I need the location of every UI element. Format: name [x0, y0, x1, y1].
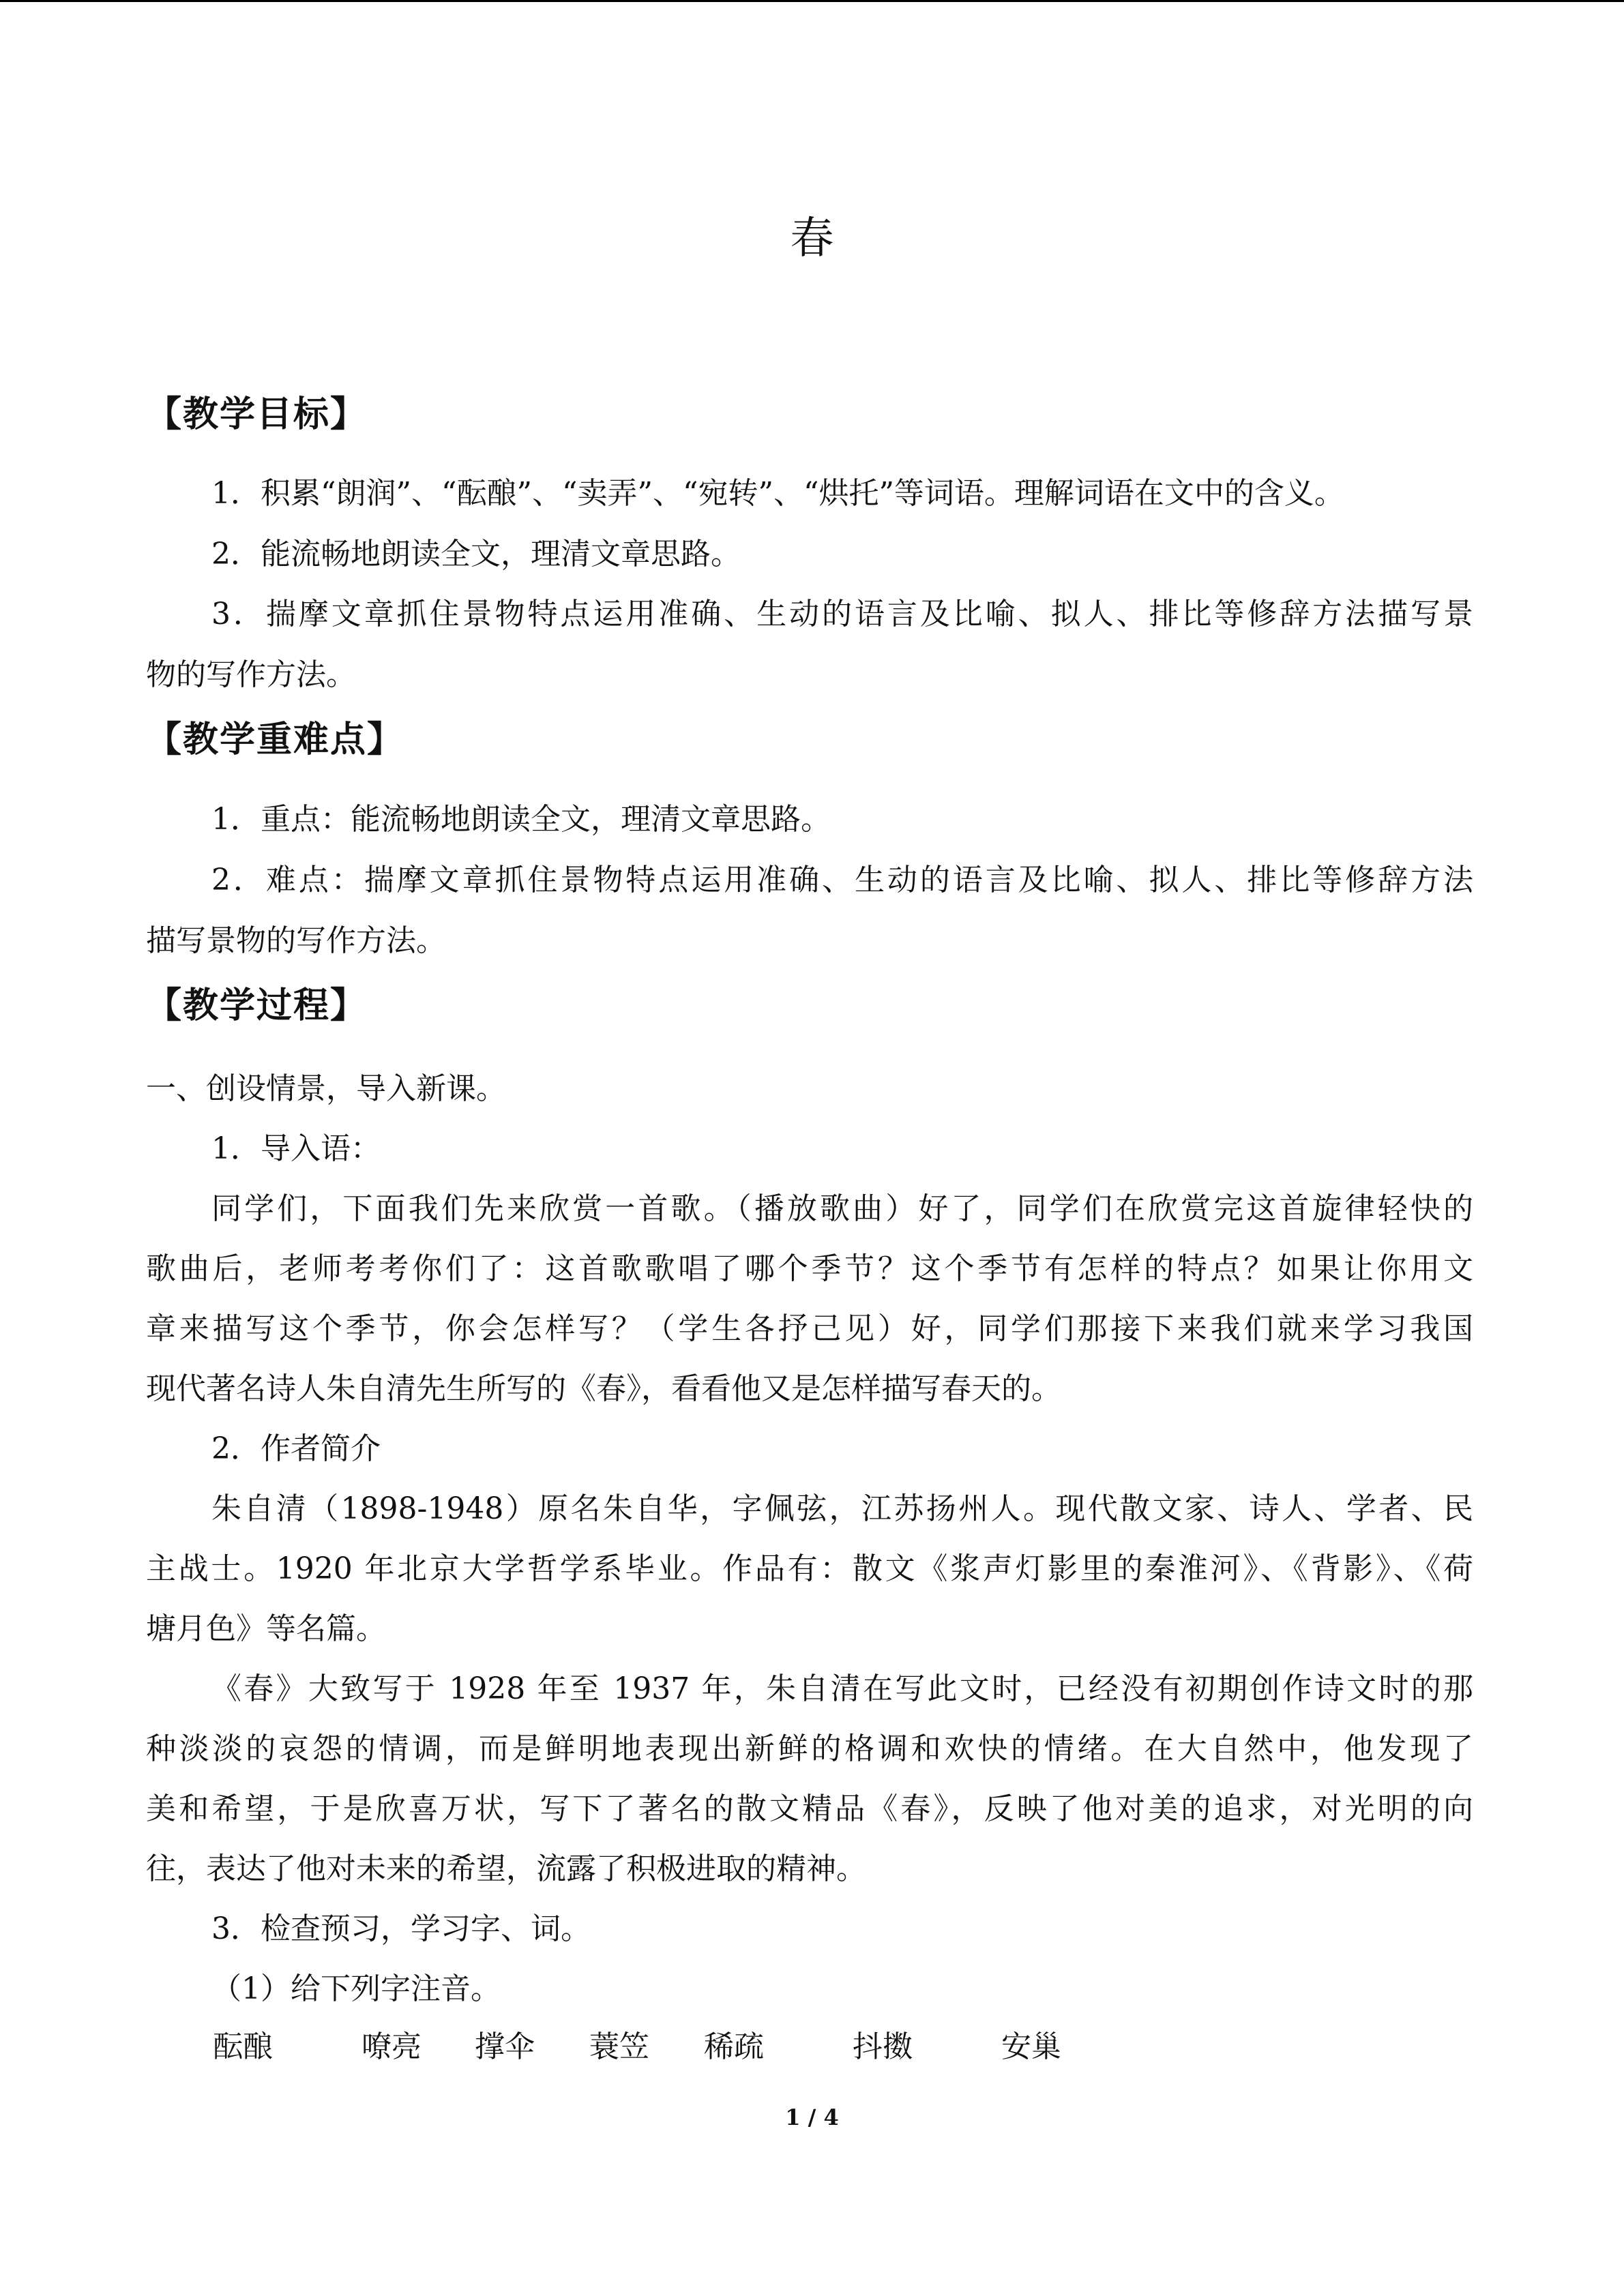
process-sub-author: 2．作者简介	[211, 1431, 381, 1466]
key-point-line-2: 2．难点：揣摩文章抓住景物特点运用准确、生动的语言及比喻、拟人、排比等修辞方法	[211, 863, 1473, 897]
vocab-word: 蓑笠	[589, 2029, 649, 2064]
objective-line-1: 1．积累“朗润”、“酝酿”、“卖弄”、“宛转”、“烘托”等词语。理解词语在文中的含义。	[211, 476, 1344, 511]
objective-line-3-cont: 物的写作方法。	[146, 657, 356, 692]
paragraph-author-line-1: 朱自清（1898-1948）原名朱自华，字佩弦，江苏扬州人。现代散文家、诗人、学者、民	[211, 1491, 1473, 1526]
paragraph-work-line-4: 往，表达了他对未来的希望，流露了积极进取的精神。	[146, 1851, 866, 1886]
document-title: 春	[790, 213, 834, 264]
objective-line-2: 2．能流畅地朗读全文，理清文章思路。	[211, 537, 741, 571]
process-sub-phonetic: （1）给下列字注音。	[211, 1971, 501, 2006]
paragraph-work-line-1: 《春》大致写于 1928 年至 1937 年，朱自清在写此文时，已经没有初期创作诗文时的那	[211, 1671, 1473, 1706]
paragraph-intro-line-3: 章来描写这个季节，你会怎样写？（学生各抒己见）好，同学们那接下来我们就来学习我国	[146, 1311, 1473, 1346]
paragraph-work-line-2: 种淡淡的哀怨的情调，而是鲜明地表现出新鲜的格调和欢快的情绪。在大自然中，他发现了	[146, 1731, 1473, 1766]
paragraph-author-line-3: 塘月色》等名篇。	[146, 1611, 386, 1646]
process-step-1: 一、创设情景，导入新课。	[146, 1071, 506, 1106]
vocab-word: 嘹亮	[361, 2029, 422, 2064]
key-point-line-1: 1．重点：能流畅地朗读全文，理清文章思路。	[211, 802, 831, 837]
vocab-word: 稀疏	[704, 2029, 764, 2064]
objective-line-3: 3．揣摩文章抓住景物特点运用准确、生动的语言及比喻、拟人、排比等修辞方法描写景	[211, 597, 1473, 631]
page-indicator: 1 / 4	[785, 2104, 839, 2130]
paragraph-intro-line-1: 同学们，下面我们先来欣赏一首歌。（播放歌曲）好了，同学们在欣赏完这首旋律轻快的	[211, 1191, 1473, 1226]
vocab-word: 酝酿	[213, 2029, 273, 2064]
paragraph-author-line-2: 主战士。1920 年北京大学哲学系毕业。作品有：散文《浆声灯影里的秦淮河》、《背影》、《荷	[146, 1551, 1473, 1586]
key-point-line-2-cont: 描写景物的写作方法。	[146, 923, 446, 958]
paragraph-intro-line-4: 现代著名诗人朱自清先生所写的《春》，看看他又是怎样描写春天的。	[146, 1371, 1061, 1406]
vocab-word: 抖擞	[853, 2029, 913, 2064]
section-heading-objectives: 【教学目标】	[146, 394, 368, 435]
process-sub-intro: 1．导入语：	[211, 1131, 381, 1166]
process-sub-preview: 3．检查预习，学习字、词。	[211, 1911, 591, 1946]
paragraph-intro-line-2: 歌曲后，老师考考你们了：这首歌歌唱了哪个季节？这个季节有怎样的特点？如果让你用文	[146, 1251, 1473, 1286]
paragraph-work-line-3: 美和希望，于是欣喜万状，写下了著名的散文精品《春》，反映了他对美的追求，对光明的向	[146, 1791, 1473, 1826]
section-heading-key-points: 【教学重难点】	[146, 719, 404, 760]
section-heading-process: 【教学过程】	[146, 985, 368, 1026]
vocab-word: 撑伞	[475, 2029, 535, 2064]
page-top-border	[0, 0, 1624, 2]
vocab-word: 安巢	[1001, 2029, 1061, 2064]
